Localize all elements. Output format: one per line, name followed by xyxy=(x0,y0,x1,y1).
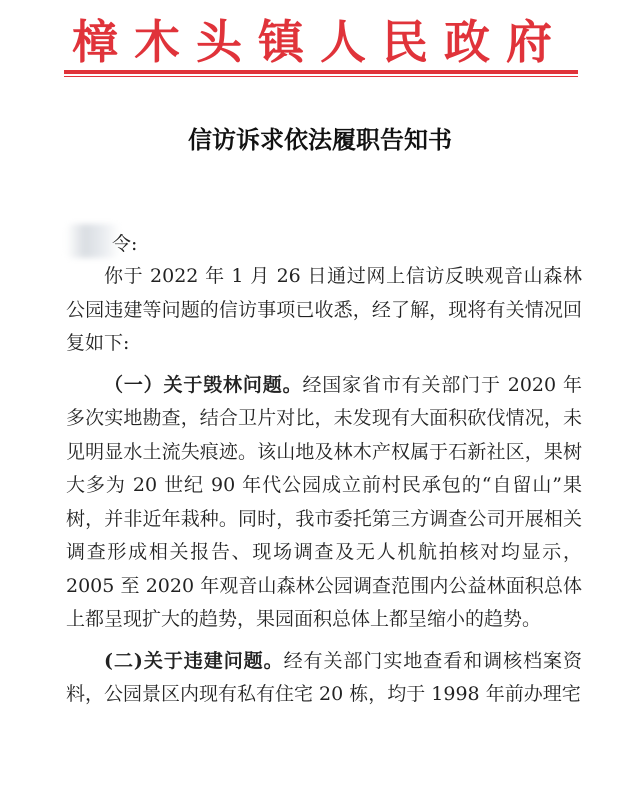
paragraph-deforestation xyxy=(66,369,582,637)
organization-header: 樟木头镇人民政府 xyxy=(72,15,568,69)
paragraph-intro xyxy=(66,260,582,361)
document-body xyxy=(66,260,582,720)
red-header-rule-thin xyxy=(64,76,578,77)
red-header-rule xyxy=(64,70,578,74)
paragraph-lead: (二)关于违建问题。 xyxy=(104,649,284,672)
paragraph-lead: （一）关于毁林问题。 xyxy=(104,373,303,396)
document-title: 信访诉求依法履职告知书 xyxy=(188,125,452,154)
paragraph-illegal-construction xyxy=(66,645,582,712)
salutation: 令: xyxy=(112,233,138,255)
paragraph-text: 经有关部门实地查看和调核档案资料，公园景区内现有私有住宅 20 栋，均于 1998 年前办理宅 xyxy=(66,649,582,705)
paragraph-text: 经国家省市有关部门于 2020 年多次实地勘查，结合卫片对比，未发现有大面积砍伐情况，未见明显水土流失痕迹。该山地及林木产权属于石新社区，果树大多为 20 世纪 90 年代公园成立前村民承包的“自留山”果树，并非近年栽种。同时，我市委托第三方调查公司开展相关调查形成相关报告、现场调查及无人机航拍核对均显示，2005 至 2020 年观音山森林公园调查范围内公益林面积总体上都呈现扩大的趋势，果园面积总体上都呈缩小的趋势。 xyxy=(66,373,582,630)
paragraph-text: 你于 2022 年 1 月 26 日通过网上信访反映观音山森林公园违建等问题的信访事项已收悉，经了解，现将有关情况回复如下: xyxy=(66,265,582,354)
